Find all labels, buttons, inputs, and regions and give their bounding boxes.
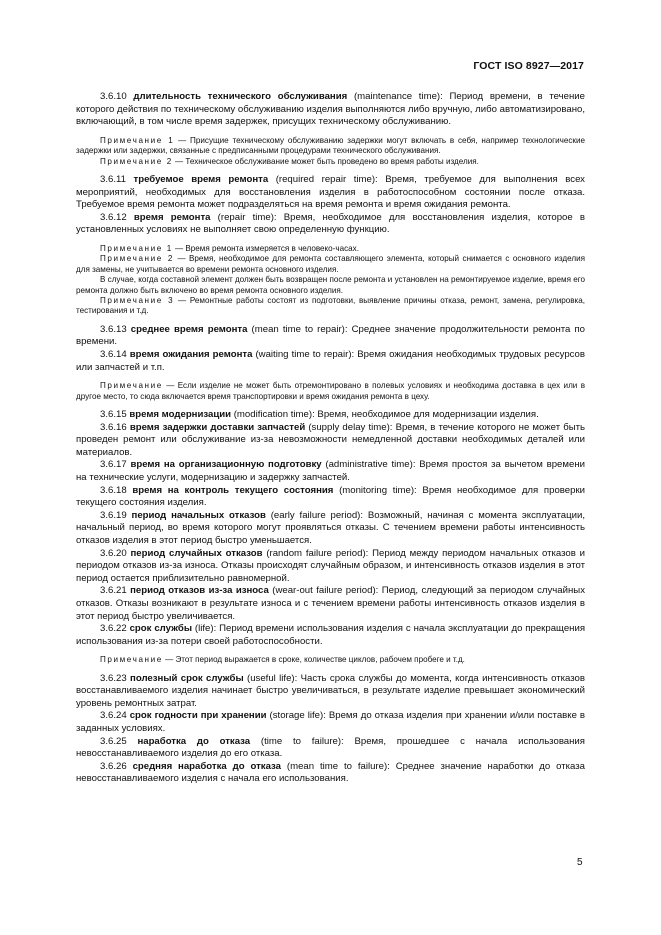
clause-3-6-22: 3.6.22 срок службы (life): Период времени использования изделия с начала эксплуатации до прекращения использования из-за потери своей работоспособности. <box>76 623 586 647</box>
clause-3-6-18: 3.6.18 время на контроль текущего состояния (monitoring time): Время необходимое для проверки текущего состояния изделия. <box>76 484 586 509</box>
clause-3-6-14: 3.6.14 время ожидания ремонта (waiting time to repair): Время ожидания необходимых трудовых ресурсов или запчастей и т.п. <box>76 349 585 373</box>
term: время ожидания ремонта <box>129 349 253 360</box>
clause-3-6-12: 3.6.12 время ремонта (repair time): Время, необходимое для восстановления изделия, которое в установленных условиях не выполняет свою определенную функцию. <box>76 211 585 236</box>
document-header: ГОСТ ISO 8927—2017 <box>473 60 584 72</box>
note: Примечание — Если изделие не может быть отремонтировано в полевых условиях и необходима доставка в цех или в другое место, то сюда включается время транспортировки и время ожидания ремонта в цеху. <box>76 381 585 401</box>
clause-3-6-21: 3.6.21 период отказов из-за износа (wear-out failure period): Период, следующий за периодом случайных отказов. Отказы возникают в результате износа и с течением времени работы интенсивность отказов изделия в этот период быстро увеличивается. <box>76 585 585 622</box>
term: наработка до отказа <box>137 735 251 747</box>
term: требуемое время ремонта <box>133 174 269 185</box>
term: срок службы <box>129 623 193 635</box>
clause-3-6-26: 3.6.26 средняя наработка до отказа (mean time to failure): Среднее значение наработки до отказа невосстанавливаемого изделия с начала его использования. <box>76 760 585 785</box>
note-2: Примечание 2 — Техническое обслуживание может быть проведено во время работы изделия. <box>100 156 479 166</box>
clause-3-6-15: 3.6.15 время модернизации (modification time): Время, необходимое для модернизации изделия. <box>100 409 539 420</box>
term: время задержки доставки запчастей <box>129 421 306 433</box>
clause-3-6-17: 3.6.17 время на организационную подготовку (administrative time): Время простоя за вычетом времени на технические услуги, модернизацию и задержку запчастей. <box>76 459 585 483</box>
term: средняя наработка до отказа <box>132 760 282 772</box>
note-1: Примечание 1 — Присущие техническому обслуживанию задержки могут включать в себя, например технологические задержки или задержки, связанные с предписанными процедурами технического обслуживания. <box>76 135 585 156</box>
term: среднее время ремонта <box>130 323 248 335</box>
term: полезный срок службы <box>130 672 244 684</box>
clause-3-6-20: 3.6.20 период случайных отказов (random failure period): Период между периодом начальных отказов и периодом отказов из-за износа. Отказы происходят случайным образом, и интенсивность отказов изделия в этот период остается приблизительно равномерной. <box>76 547 585 584</box>
clause-3-6-23: 3.6.23 полезный срок службы (useful life): Часть срока службы до момента, когда интенсивность отказов восстанавливаемого изделия начинает быстро увеличиваться, в результате изделие превышает экономический уровень ремонтных затрат. <box>76 672 585 709</box>
clause-3-6-19: 3.6.19 период начальных отказов (early failure period): Возможный, начиная с момента эксплуатации, начальный период, во время которого могут проявляться отказы. С течением времени работы интенсивность отказов изделия в этот период быстро уменьшается. <box>76 509 585 546</box>
clause-3-6-10: 3.6.10 длительность технического обслуживания (maintenance time): Период времени, в течение которого действия по техническому обслуживанию изделия выполняются либо вручную, либо автоматизировано, включающий, в том числе время задержек, присущих техническому обслуживанию. <box>76 91 585 128</box>
clause-3-6-16: 3.6.16 время задержки доставки запчастей (supply delay time): Время, в течение которого не может быть проведен ремонт или обслуживание из-за невозможности немедленной доставки необходимых деталей или материалов. <box>76 421 585 458</box>
term: период случайных отказов <box>130 547 263 559</box>
note-1: Примечание 1 — Время ремонта измеряется в человеко-часах. <box>100 243 359 253</box>
note: Примечание — Этот период выражается в сроке, количестве циклов, рабочем пробеге и т.д. <box>100 655 465 665</box>
note-continuation: В случае, когда составной элемент должен быть возвращен после ремонта и установлен на ремонтируемое изделие, время его ремонта должно быть включено во время ремонта основного изделия. <box>76 275 585 295</box>
term: длительность технического обслуживания <box>133 91 348 102</box>
note-2: Примечание 2 — Время, необходимое для ремонта составляющего элемента, который снимается с основного изделия для замены, не учитывается во времени ремонта основного изделия. <box>76 254 585 274</box>
clause-3-6-13: 3.6.13 среднее время ремонта (mean time to repair): Среднее значение продолжительности ремонта по времени. <box>76 323 585 348</box>
term: время модернизации <box>129 409 232 420</box>
term: время на организационную подготовку <box>130 459 322 471</box>
page-number: 5 <box>577 857 583 868</box>
document-body <box>76 91 585 786</box>
note-3: Примечание 3 — Ремонтные работы состоят из подготовки, выявление причины отказа, ремонт, замена, регулировка, тестирования и т.д. <box>76 296 585 316</box>
term: срок годности при хранении <box>129 710 267 722</box>
term: период отказов из-за износа <box>130 585 269 597</box>
clause-3-6-24: 3.6.24 срок годности при хранении (storage life): Время до отказа изделия при хранении и/или поставке в заданных условиях. <box>76 710 585 735</box>
term: время на контроль текущего состояния <box>132 484 334 496</box>
term: время ремонта <box>133 211 211 223</box>
term: период начальных отказов <box>131 509 266 521</box>
clause-3-6-25: 3.6.25 наработка до отказа (time to failure): Время, прошедшее с начала использования невосстанавливаемого изделия до его отказа. <box>76 735 585 760</box>
clause-3-6-11: 3.6.11 требуемое время ремонта (required repair time): Время, требуемое для выполнения всех мероприятий, необходимых для восстановления изделия в работоспособном состоянии после отказа. Требуемое время ремонта может подразделяться на время ремонта и время ожидания ремонта. <box>76 174 585 211</box>
